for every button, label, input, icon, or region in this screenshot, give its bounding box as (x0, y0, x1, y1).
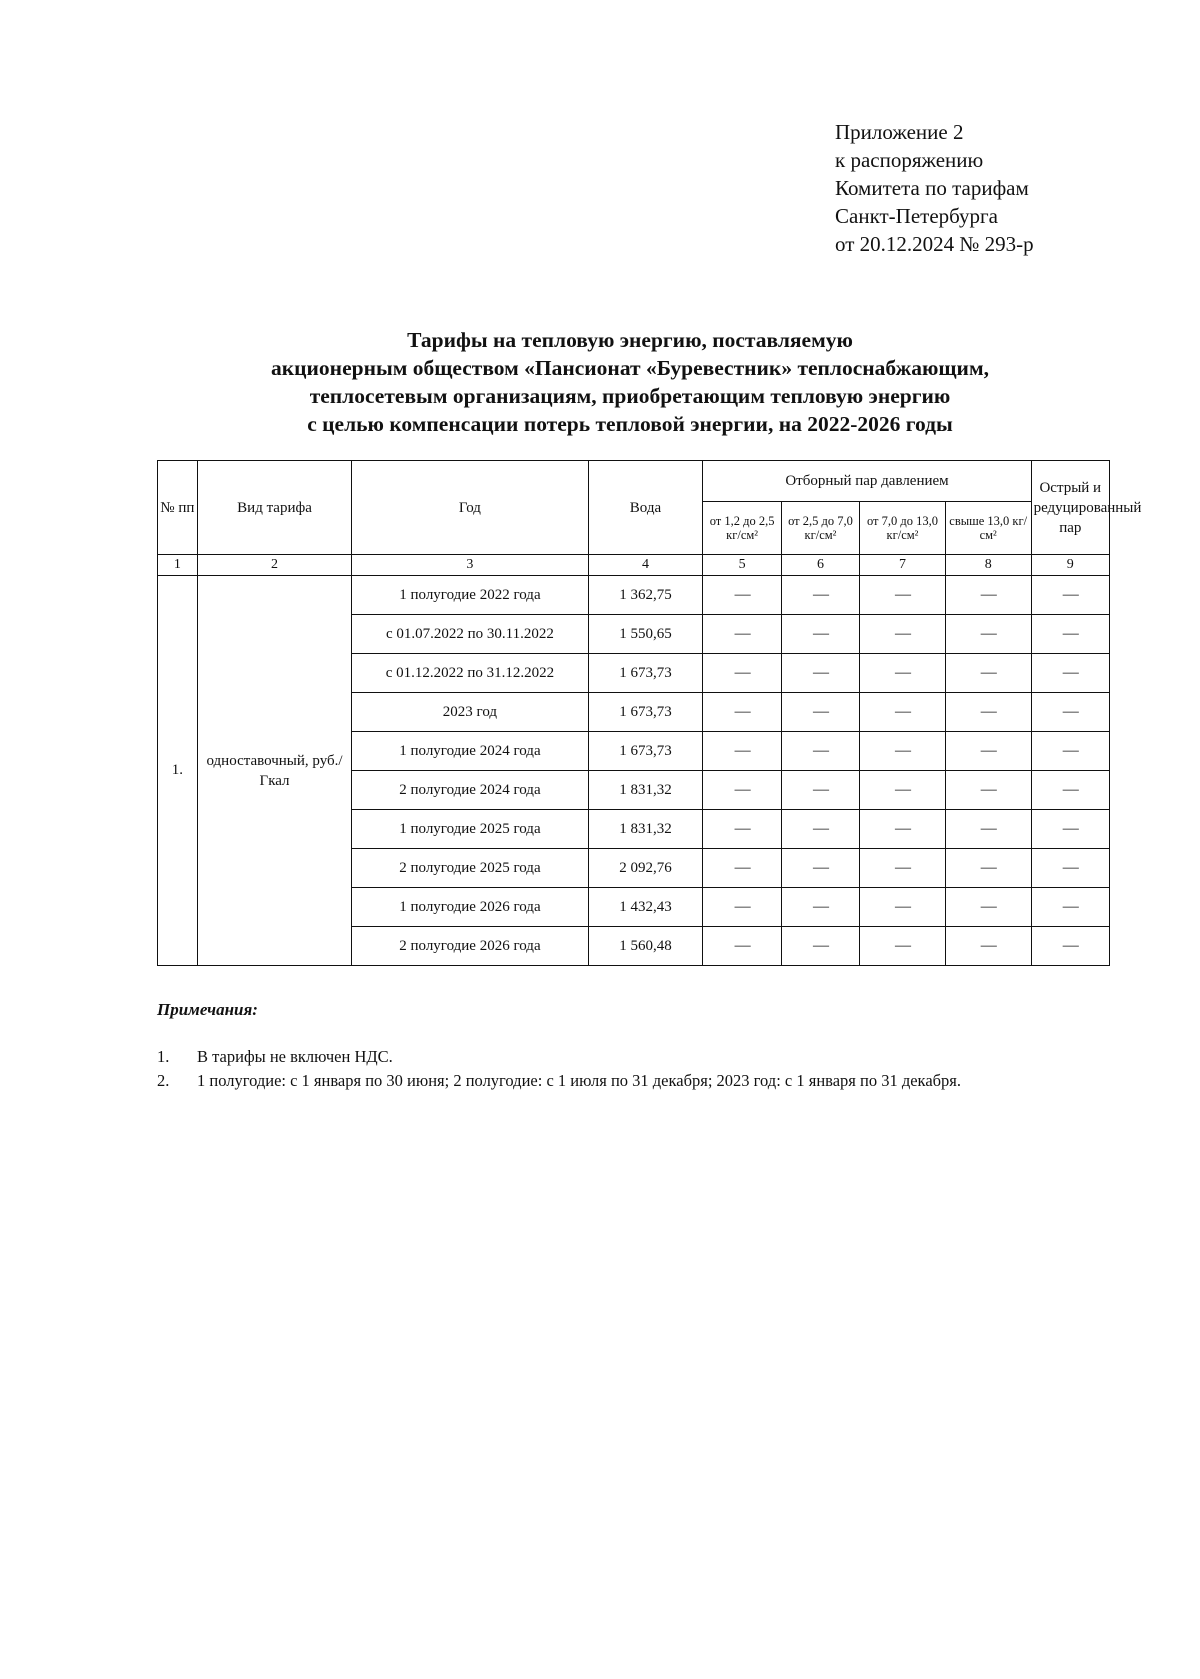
sharp-steam-cell: — (1031, 771, 1109, 810)
column-number: 6 (781, 555, 859, 576)
header-tariff-type: Вид тарифа (197, 461, 352, 555)
water-tariff-cell: 1 432,43 (588, 888, 703, 927)
steam-1-cell: — (703, 732, 781, 771)
steam-2-cell: — (781, 771, 859, 810)
column-number: 3 (352, 555, 588, 576)
steam-1-cell: — (703, 693, 781, 732)
document-title (150, 326, 1110, 438)
steam-3-cell: — (860, 732, 946, 771)
steam-4-cell: — (945, 576, 1031, 615)
header-water: Вода (588, 461, 703, 555)
steam-4-cell: — (945, 654, 1031, 693)
period-cell: 2 полугодие 2025 года (352, 849, 588, 888)
column-number: 7 (860, 555, 946, 576)
steam-3-cell: — (860, 576, 946, 615)
column-numbers-row (158, 555, 1110, 576)
steam-2-cell: — (781, 849, 859, 888)
header-steam-group: Отборный пар давлением (703, 461, 1031, 502)
header-steam-4: свыше 13,0 кг/см² (945, 502, 1031, 555)
steam-3-cell: — (860, 693, 946, 732)
note-text: В тарифы не включен НДС. (197, 1047, 393, 1066)
column-number: 8 (945, 555, 1031, 576)
steam-1-cell: — (703, 888, 781, 927)
period-cell: с 01.12.2022 по 31.12.2022 (352, 654, 588, 693)
steam-1-cell: — (703, 849, 781, 888)
period-cell: 2 полугодие 2026 года (352, 927, 588, 966)
tariff-table (157, 460, 1142, 966)
steam-2-cell: — (781, 927, 859, 966)
steam-4-cell: — (945, 771, 1031, 810)
row-group-number: 1. (158, 576, 198, 966)
notes-list (157, 1045, 961, 1093)
sharp-steam-cell: — (1031, 615, 1109, 654)
steam-4-cell: — (945, 888, 1031, 927)
period-cell: 1 полугодие 2026 года (352, 888, 588, 927)
steam-1-cell: — (703, 927, 781, 966)
note-text: 1 полугодие: с 1 января по 30 июня; 2 полугодие: с 1 июля по 31 декабря; 2023 год: с 1 января по 31 декабря. (197, 1071, 962, 1090)
sharp-steam-cell: — (1031, 810, 1109, 849)
annex-line: от 20.12.2024 № 293-р (835, 232, 1034, 256)
annex-line: к распоряжению (835, 148, 984, 172)
header-year: Год (352, 461, 588, 555)
steam-2-cell: — (781, 693, 859, 732)
column-number: 9 (1031, 555, 1109, 576)
annex-line: Санкт-Петербурга (835, 204, 998, 228)
annex-line: Комитета по тарифам (835, 176, 1029, 200)
steam-2-cell: — (781, 732, 859, 771)
steam-4-cell: — (945, 849, 1031, 888)
sharp-steam-cell: — (1031, 576, 1109, 615)
notes-title: Примечания: (157, 1000, 258, 1019)
steam-1-cell: — (703, 576, 781, 615)
sharp-steam-cell: — (1031, 693, 1109, 732)
steam-2-cell: — (781, 654, 859, 693)
water-tariff-cell: 1 831,32 (588, 771, 703, 810)
header-sharp-steam: Острый и редуцированный пар (1031, 461, 1109, 555)
steam-2-cell: — (781, 888, 859, 927)
column-number: 2 (197, 555, 352, 576)
steam-3-cell: — (860, 888, 946, 927)
water-tariff-cell: 1 560,48 (588, 927, 703, 966)
steam-3-cell: — (860, 927, 946, 966)
row-group-tariff-type: одноставочный, руб./Гкал (197, 576, 352, 966)
period-cell: 2 полугодие 2024 года (352, 771, 588, 810)
steam-4-cell: — (945, 927, 1031, 966)
steam-4-cell: — (945, 615, 1031, 654)
sharp-steam-cell: — (1031, 849, 1109, 888)
steam-3-cell: — (860, 849, 946, 888)
column-number: 1 (158, 555, 198, 576)
annex-line: Приложение 2 (835, 120, 964, 144)
header-steam-3: от 7,0 до 13,0 кг/см² (860, 502, 946, 555)
note-item (157, 1069, 961, 1093)
period-cell: 2023 год (352, 693, 588, 732)
title-line: Тарифы на тепловую энергию, поставляемую (407, 328, 853, 352)
sharp-steam-cell: — (1031, 888, 1109, 927)
period-cell: с 01.07.2022 по 30.11.2022 (352, 615, 588, 654)
column-number: 5 (703, 555, 781, 576)
steam-3-cell: — (860, 771, 946, 810)
sharp-steam-cell: — (1031, 927, 1109, 966)
water-tariff-cell: 2 092,76 (588, 849, 703, 888)
water-tariff-cell: 1 673,73 (588, 732, 703, 771)
steam-2-cell: — (781, 810, 859, 849)
note-item (157, 1045, 961, 1069)
steam-4-cell: — (945, 693, 1031, 732)
steam-3-cell: — (860, 810, 946, 849)
header-steam-2: от 2,5 до 7,0 кг/см² (781, 502, 859, 555)
note-number: 1. (157, 1047, 170, 1066)
steam-1-cell: — (703, 771, 781, 810)
steam-1-cell: — (703, 615, 781, 654)
water-tariff-cell: 1 673,73 (588, 654, 703, 693)
title-line: акционерным обществом «Пансионат «Буревестник» теплоснабжающим, (271, 356, 989, 380)
sharp-steam-cell: — (1031, 732, 1109, 771)
water-tariff-cell: 1 831,32 (588, 810, 703, 849)
sharp-steam-cell: — (1031, 654, 1109, 693)
column-number: 4 (588, 555, 703, 576)
steam-1-cell: — (703, 810, 781, 849)
steam-3-cell: — (860, 615, 946, 654)
steam-4-cell: — (945, 810, 1031, 849)
steam-3-cell: — (860, 654, 946, 693)
note-number: 2. (157, 1071, 170, 1090)
period-cell: 1 полугодие 2022 года (352, 576, 588, 615)
steam-2-cell: — (781, 615, 859, 654)
steam-2-cell: — (781, 576, 859, 615)
water-tariff-cell: 1 362,75 (588, 576, 703, 615)
title-line: с целью компенсации потерь тепловой энергии, на 2022-2026 годы (307, 412, 953, 436)
water-tariff-cell: 1 550,65 (588, 615, 703, 654)
steam-4-cell: — (945, 732, 1031, 771)
annex-reference (835, 118, 1034, 258)
table-row (158, 576, 1110, 615)
steam-1-cell: — (703, 654, 781, 693)
title-line: теплосетевым организациям, приобретающим тепловую энергию (309, 384, 951, 408)
water-tariff-cell: 1 673,73 (588, 693, 703, 732)
header-steam-1: от 1,2 до 2,5 кг/см² (703, 502, 781, 555)
header-num: № пп (158, 461, 198, 555)
period-cell: 1 полугодие 2024 года (352, 732, 588, 771)
period-cell: 1 полугодие 2025 года (352, 810, 588, 849)
